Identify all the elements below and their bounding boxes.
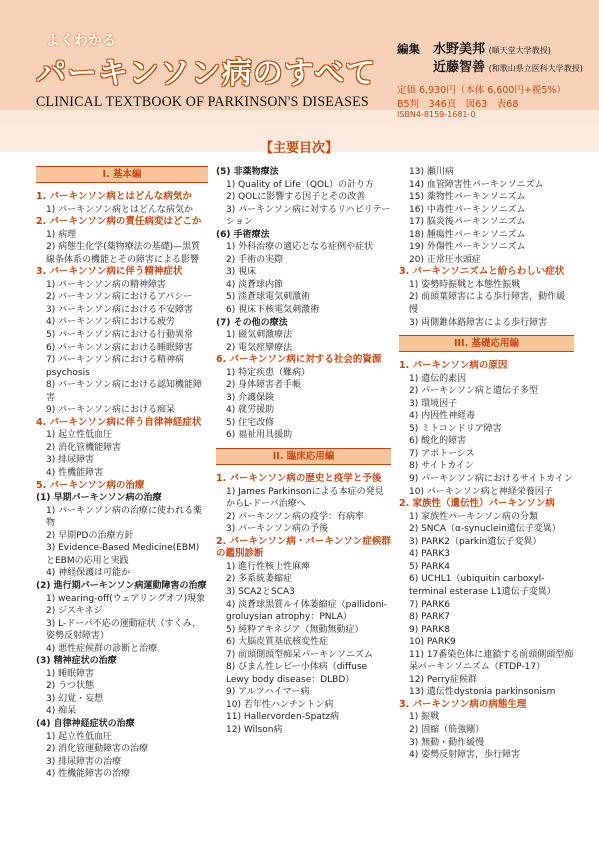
toc-item: 4) 性機能障害の治療 [46, 769, 131, 780]
toc-item: 1) 睡眠障害 [46, 668, 95, 679]
price-block [397, 82, 566, 124]
toc-item: 1) wearing-off(ウェアリングオフ)現象 [46, 593, 206, 604]
chapter-heading: 3. パーキンソン病の病態生理 [399, 698, 527, 710]
editor1-name: 水野美邦 [433, 42, 486, 57]
toc-item: 2) 消化管運動障害の治療 [46, 744, 149, 755]
toc-item: 14) 血管障害性パーキンソニズム [409, 179, 544, 190]
toc-item: 2) 病態生化学(薬物療法の基礎)—黒質線条体系の機能とその障害による影響 [46, 242, 201, 265]
subsection-heading: (6) 手術療法 [216, 229, 270, 240]
isbn: ISBN4-8159-1681-0 [397, 110, 476, 119]
toc-item: 3) 両側錐体路障害による歩行障害 [409, 317, 548, 328]
toc-item: 5) パーキンソン病における行動異常 [46, 330, 194, 341]
toc-item: 1) パーキンソン病とはどんな病気か [46, 204, 194, 215]
toc-item: 3) 無動・動作緩慢 [409, 737, 485, 748]
toc-item: 3) 介護保険 [226, 392, 275, 403]
toc-item: 1) 姿勢時振戦と本態性振戦 [409, 279, 521, 290]
toc-item: 17) 脳炎後パーキンソニズム [409, 217, 526, 228]
toc-title: 【主要目次】 [260, 141, 339, 156]
toc-item: 5) 純粋アキネジア（無動無動症） [226, 624, 364, 635]
chapter-heading: 1. パーキンソン病の原因 [399, 360, 508, 372]
toc-item: 2) 多系統萎縮症 [226, 574, 293, 585]
toc-item: 1) 遺伝的素因 [409, 373, 467, 384]
toc-item: 5) PARK4 [409, 561, 450, 572]
toc-item: 3) PARK2（parkin遺伝子変異） [409, 536, 542, 547]
toc-item: 2) 電気痙攣療法 [226, 342, 293, 353]
toc-item: 7) アポトーシス [409, 448, 475, 459]
toc-item: 2) 身体障害者手帳 [226, 380, 302, 391]
toc-column-2 [216, 166, 391, 737]
toc-item: 3) SCA2とSCA3 [226, 586, 295, 597]
toc-item: 3) パーキンソン病の予後 [226, 524, 329, 535]
toc-item: 3) 環境因子 [409, 398, 458, 409]
toc-item: 8) パーキンソン病における認知機能障害 [46, 380, 203, 403]
toc-item: 1) 家族性パーキンソン病の分類 [409, 511, 539, 522]
toc-item: 1) 起立性低血圧 [46, 430, 113, 441]
toc-item: 16) 中毒性パーキンソニズム [409, 204, 526, 215]
toc-item: 5) 住宅改修 [226, 417, 275, 428]
toc-item: 2) 消化管機能障害 [46, 442, 122, 453]
toc-item: 4) 淡蒼球内節 [226, 279, 284, 290]
toc-item: 2) パーキンソン病と遺伝子多型 [409, 386, 539, 397]
toc-item: 2) パーキンソン病におけるアパシー [46, 292, 193, 303]
toc-item: 9) PARK8 [409, 624, 450, 635]
toc-item: 8) びまん性レビー小体病（diffuse Lewy body disease：DLBD） [226, 662, 368, 685]
toc-item: 2) パーキンソン病の疫学：有病率 [226, 511, 365, 522]
english-title: CLINICAL TEXTBOOK OF PARKINSON'S DISEASES [36, 94, 369, 110]
toc-item: 1) 起立性低血圧 [46, 731, 113, 742]
toc-item: 4) 性機能障害 [46, 468, 104, 479]
toc-item: 8) サイトカイン [409, 461, 474, 472]
toc-item: 4) PARK3 [409, 549, 450, 560]
toc-item: 4) 内因性神経毒 [409, 411, 476, 422]
subsection-heading: (5) 非薬物療法 [216, 167, 279, 177]
toc-item: 8) PARK7 [409, 612, 450, 623]
toc-item: 2) 早期PDの治療方針 [46, 530, 134, 541]
section-header: I. 基本編 [36, 166, 208, 183]
toc-item: 1) Quality of Life（QOL）の計り方 [226, 179, 375, 190]
toc-column-1 [36, 166, 208, 781]
chapter-heading: 4. パーキンソン病に伴う自律神経症状 [36, 416, 202, 428]
toc-item: 6) 視床下核電気刺激術 [226, 305, 320, 316]
toc-item: 1) 磁気刺激療法 [226, 330, 293, 341]
toc-item: 13) 遺伝性dystonia parkinsonism [409, 687, 556, 698]
toc-item: 4) パーキンソン病における疲労 [46, 317, 176, 328]
toc-column-3 [399, 166, 574, 762]
chapter-heading: 5. パーキンソン病の治療 [36, 479, 145, 491]
toc-item: 12) Wilson病 [226, 724, 283, 735]
toc-item: 5) ミトコンドリア障害 [409, 423, 502, 434]
book-title: パーキンソン病のすべて [36, 56, 377, 91]
toc-item: 4) 神経保護は可能か [46, 568, 131, 579]
toc-item: 6) 酸化的障害 [409, 436, 467, 447]
editor1-affiliation: (順天堂大学教授) [488, 46, 551, 55]
chapter-heading: 2. パーキンソン病の責任病変はどこか [36, 216, 202, 228]
toc-item: 9) パーキンソン病におけるサイトカイン [409, 474, 573, 485]
toc-item: 2) 手術の実際 [226, 254, 284, 265]
toc-item: 6) 大脳皮質基底核変性症 [226, 637, 329, 648]
editor-label: 編集 [397, 42, 420, 56]
subsection-heading: (7) その他の療法 [216, 317, 288, 328]
toc-item: 9) パーキンソン病における痴呆 [46, 405, 176, 416]
toc-item: 3) Evidence-Based Medicine(EBM)とEBMの応用と実践 [46, 543, 200, 566]
toc-item: 3) 排尿障害 [46, 455, 95, 466]
toc-item: 5) 淡蒼球電気刺激術 [226, 292, 311, 303]
toc-item: 11) Hallervorden-Spatz病 [226, 712, 340, 723]
toc-item: 15) 薬物性パーキンソニズム [409, 192, 526, 203]
specs: B5判 346頁 図63 表68 [397, 99, 519, 110]
chapter-heading: 6. パーキンソン病に対する社会的資源 [216, 354, 382, 366]
subsection-heading: (1) 早期パーキンソン病の治療 [36, 493, 162, 504]
editor2-name: 近藤智善 [433, 60, 486, 75]
toc-item: 1) 進行性核上性麻痺 [226, 561, 311, 572]
toc-item: 3) パーキンソン病に対するリハビリテーション [226, 204, 391, 228]
toc-item: 4) 悪性症候群の診断と治療 [46, 643, 158, 654]
toc-item: 10) パーキンソン病と神経栄養因子 [409, 486, 553, 497]
toc-item: 7) 前頭側頭型痴呆パーキンソニズム [226, 649, 373, 660]
price: 定価 6,930円（本体 6,600円+税5%） [397, 85, 566, 96]
toc-item: 12) Perry症候群 [409, 674, 478, 685]
toc-item: 2) 前頭葉障害による歩行障害，動作緩慢 [409, 292, 566, 316]
toc-item: 2) ジスキネジ [46, 606, 103, 617]
toc-item: 1) パーキンソン病の治療に使われる薬物 [46, 505, 203, 529]
toc-item: 1) 病理 [46, 229, 77, 240]
section-header: III. 基礎応用編 [399, 335, 574, 352]
toc-item: 7) パーキンソン病における精神病psychosis [46, 355, 185, 378]
chapter-heading: 3. パーキンソニズムと紛らわしい症状 [399, 266, 565, 278]
toc-item: 1) 外科治療の適応となる症例や症状 [226, 242, 374, 253]
toc-item: 11) 17番染色体に連鎖する前頭側頭型痴呆パーキンソニズム（FTDP-17） [409, 649, 574, 673]
toc-item: 4) 痴呆 [46, 706, 77, 717]
section-header: II. 臨床応用編 [216, 448, 391, 465]
toc-item: 4) 姿勢反射障害，歩行障害 [409, 750, 521, 761]
toc-item: 3) 幻覚・妄想 [46, 693, 104, 704]
chapter-heading: 2. 家族性（遺伝性）パーキンソン病 [399, 498, 555, 510]
toc-item: 4) 淡蒼球黒質ルイ体萎縮症（pallidoni-groluysian atrophy：PNLA） [226, 599, 388, 623]
toc-item: 2) うつ状態 [46, 681, 95, 692]
toc-item: 1) パーキンソン病の精神障害 [46, 279, 167, 290]
toc-item: 9) アルツハイマー病 [226, 687, 310, 698]
toc-item: 1) 振戦 [409, 712, 440, 723]
toc-item: 1) 特定疾患（難病） [226, 367, 311, 378]
toc-item: 10) PARK9 [409, 637, 456, 648]
chapter-heading: 2. パーキンソン病・パーキンソン症候群の鑑別診断 [216, 535, 391, 560]
toc-item: 3) パーキンソン病における不安障害 [46, 304, 194, 315]
subsection-heading: (2) 進行期パーキンソン病運動障害の治療 [36, 580, 207, 591]
toc-item: 2) QOLに影響する因子とその改善 [226, 192, 366, 203]
editor2-affiliation: (和歌山県立医科大学教授) [488, 64, 583, 73]
toc-item: 6) UCHL1（ubiquitin carboxyl-terminal esterase L1遺伝子変異） [409, 574, 556, 597]
toc-item: 13) 瀬川病 [409, 167, 454, 177]
toc-item: 20) 正常圧水頭症 [409, 254, 481, 265]
brand-small: よくわかる [46, 33, 116, 49]
chapter-heading: 1. パーキンソン病とはどんな病気か [36, 191, 192, 202]
toc-item: 19) 外傷性パーキンソニズム [409, 242, 526, 253]
chapter-heading: 1. パーキンソン病の歴史と疫学と予後 [216, 473, 382, 485]
toc-item: 4) 就労援助 [226, 405, 275, 416]
toc-item: 6) 福祉用具援助 [226, 430, 293, 441]
toc-item: 3) 排尿障害の治療 [46, 756, 122, 767]
toc-item: 2) 固縮（筋強剛） [409, 724, 485, 735]
toc-item: 7) PARK6 [409, 599, 450, 610]
toc-item: 3) 視床 [226, 267, 257, 278]
toc-item: 6) パーキンソン病における睡眠障害 [46, 342, 194, 353]
toc-item: 18) 腫瘍性パーキンソニズム [409, 229, 526, 240]
editors-block [397, 38, 583, 74]
subsection-heading: (3) 精神症状の治療 [36, 656, 117, 667]
toc-item: 1) James Parkinsonによる本症の発見からL-ドーパ治療へ [226, 486, 384, 510]
chapter-heading: 3. パーキンソン病に伴う精神症状 [36, 266, 183, 278]
subsection-heading: (4) 自律神経症状の治療 [36, 718, 135, 729]
toc-item: 10) 若年性ハンチントン病 [226, 699, 334, 710]
toc-item: 3) L-ドーパ不応の運動症状（すくみ，姿勢反射障害） [46, 618, 202, 642]
toc-item: 2) SNCA（α-synuclein遺伝子変異） [409, 524, 561, 535]
